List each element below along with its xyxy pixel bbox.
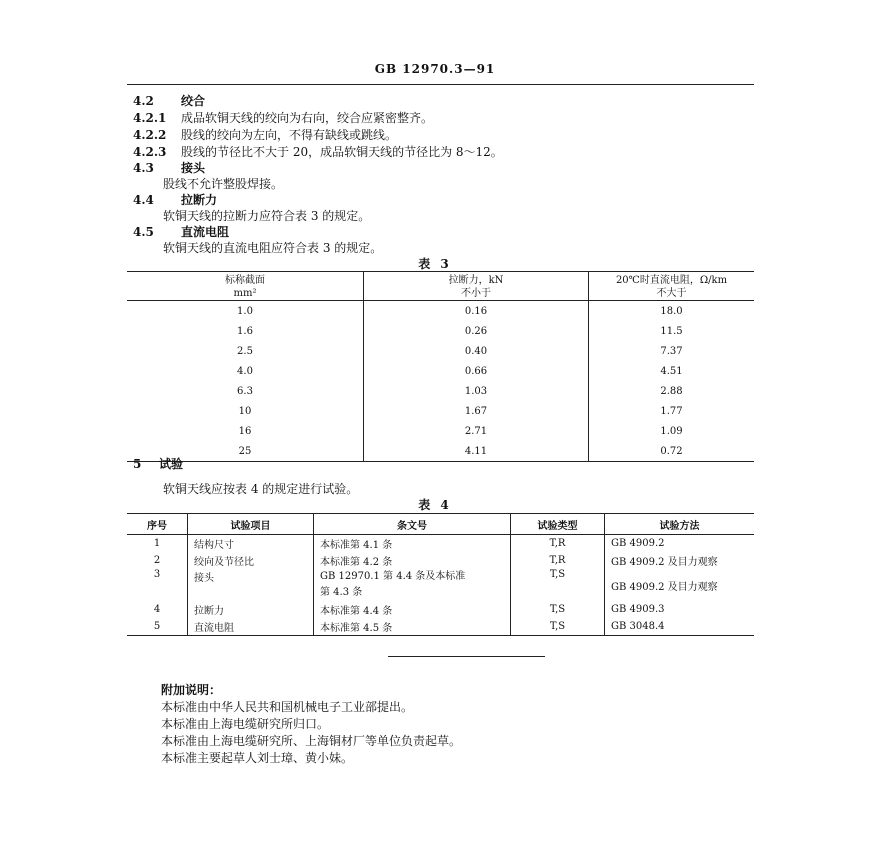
table3-header-unit: 不小于: [364, 287, 589, 301]
section-number: 4.2.2: [133, 128, 167, 142]
table-cell: 1.09: [589, 421, 755, 441]
table-cell: 18.0: [589, 301, 755, 322]
clause-line: GB 12970.1 第 4.4 条及本标准: [320, 571, 466, 582]
table-cell: 1.0: [237, 305, 253, 317]
table4-caption: 表 4: [418, 498, 452, 512]
section-line: [163, 240, 382, 256]
section-line: [133, 160, 205, 176]
table-cell: 结构尺寸: [188, 535, 314, 553]
section-text: 股线的节径比不大于 20，成品软铜天线的节径比为 8～12。: [181, 145, 503, 159]
table-cell: 1.67: [364, 401, 589, 421]
table-row: [127, 441, 754, 462]
table-cell: 0.66: [364, 361, 589, 381]
section-number: 4.2.3: [133, 145, 167, 159]
table-3: [127, 271, 754, 462]
section-text: 绞合: [181, 94, 206, 108]
section-number: 4.4: [133, 193, 154, 207]
table4-header: 试验类型: [511, 514, 605, 535]
document-header: GB 12970.3—91: [374, 62, 496, 76]
table-cell: GB 4909.2 及目力观察: [605, 552, 755, 569]
table3-header-unit: mm²: [127, 287, 364, 301]
section-line: [133, 110, 433, 126]
table-cell: T,S: [511, 601, 605, 618]
table-cell: 0.16: [364, 301, 589, 322]
table-cell: 绞向及节径比: [188, 552, 314, 569]
table-cell: 0.40: [364, 341, 589, 361]
table-cell: 6.3: [237, 385, 253, 397]
table3-header-unit: 不大于: [589, 287, 755, 301]
section-line: [163, 176, 283, 192]
table3-header: 20℃时直流电阻，Ω/km: [589, 272, 755, 288]
section-line: [163, 208, 370, 224]
notes-line: 本标准由上海电缆研究所、上海铜材厂等单位负责起草。: [161, 734, 462, 748]
table-cell: 3: [153, 569, 161, 580]
table4-header: 试验方法: [605, 514, 755, 535]
table-cell: T,R: [511, 552, 605, 569]
table-cell: 5: [153, 621, 161, 632]
table-cell: 10: [238, 405, 252, 417]
table-cell: 2.88: [589, 381, 755, 401]
table-cell: 本标准第 4.4 条: [314, 601, 511, 618]
table-cell: T,R: [511, 535, 605, 553]
section-divider: [388, 656, 545, 657]
table-row: [127, 552, 754, 569]
table-cell: 直流电阻: [188, 618, 314, 636]
table-cell: GB 3048.4: [605, 618, 755, 636]
notes-line: 本标准主要起草人刘士璋、黄小妹。: [161, 751, 354, 765]
section-text: 拉断力: [181, 193, 218, 207]
table-cell: 0.26: [364, 321, 589, 341]
table-cell: 25: [238, 445, 252, 457]
table-row: [127, 321, 754, 341]
table-cell: 4.51: [589, 361, 755, 381]
table-cell: 1: [153, 538, 161, 549]
section-title: 试验: [159, 457, 184, 471]
notes-line: 本标准由上海电缆研究所归口。: [161, 717, 330, 731]
table-cell: 4.0: [237, 365, 253, 377]
table-cell: GB 4909.3: [605, 601, 755, 618]
table-cell: 本标准第 4.5 条: [314, 618, 511, 636]
section-line: [133, 93, 205, 109]
table3-header: 拉断力，kN: [364, 272, 589, 288]
table-row: [127, 381, 754, 401]
table-cell: GB 4909.2 及目力观察: [605, 569, 755, 601]
table3-caption: 表 3: [418, 257, 452, 271]
table-cell: 2.71: [364, 421, 589, 441]
table3-header: 标称截面: [225, 275, 265, 286]
section-text: 股线的绞向为左向，不得有缺线或跳线。: [181, 128, 398, 142]
section-number: 4.5: [133, 225, 154, 239]
table-cell: 1.6: [237, 325, 253, 337]
table-row: [127, 301, 754, 322]
table4-header: 序号: [127, 514, 188, 535]
table-cell: 4: [153, 604, 161, 615]
table4-header: 试验项目: [188, 514, 314, 535]
table-cell: 7.37: [589, 341, 755, 361]
table-cell: 1.03: [364, 381, 589, 401]
section-line: [133, 192, 217, 208]
table-row: [127, 421, 754, 441]
table-row: [127, 618, 754, 636]
table-cell: 11.5: [589, 321, 755, 341]
table-row: [127, 535, 754, 553]
table-cell: T,S: [511, 569, 605, 601]
table-cell: 1.77: [589, 401, 755, 421]
notes-title: 附加说明：: [161, 683, 222, 697]
table-cell: GB 4909.2: [605, 535, 755, 553]
table-4: [127, 513, 754, 636]
table-row: [127, 341, 754, 361]
table-cell: 接头: [188, 569, 314, 601]
table-cell: 2.5: [237, 345, 253, 357]
section-text: 成品软铜天线的绞向为右向，绞合应紧密整齐。: [181, 111, 434, 125]
table-cell: 0.72: [589, 441, 755, 462]
section-line: [133, 127, 397, 143]
table-cell: 本标准第 4.2 条: [314, 552, 511, 569]
table-cell: 16: [238, 425, 252, 437]
section-line: [133, 144, 503, 160]
table-row: [127, 569, 754, 601]
table-cell: 2: [153, 555, 161, 566]
clause-line: 第 4.3 条: [320, 587, 363, 598]
table-cell: 4.11: [364, 441, 589, 462]
section-text: 接头: [181, 161, 206, 175]
section-text: 直流电阻: [181, 225, 230, 239]
section-text: 软铜天线的拉断力应符合表 3 的规定。: [163, 209, 371, 223]
section-number: 4.3: [133, 161, 154, 175]
header-divider: [127, 84, 754, 85]
table-cell: 本标准第 4.1 条: [314, 535, 511, 553]
section5-heading: [133, 456, 183, 472]
table-cell: 拉断力: [188, 601, 314, 618]
table-cell: T,S: [511, 618, 605, 636]
table-row: [127, 401, 754, 421]
notes-line: 本标准由中华人民共和国机械电子工业部提出。: [161, 700, 414, 714]
section-number: 4.2: [133, 94, 154, 108]
section5-text: 软铜天线应按表 4 的规定进行试验。: [163, 482, 359, 496]
table-row: [127, 601, 754, 618]
table-cell: [314, 569, 511, 601]
section-line: [133, 224, 229, 240]
section-text: 股线不允许整股焊接。: [163, 177, 284, 191]
table4-header: 条文号: [314, 514, 511, 535]
section-number: 5: [133, 457, 142, 471]
section-number: 4.2.1: [133, 111, 167, 125]
table-row: [127, 361, 754, 381]
section-text: 软铜天线的直流电阻应符合表 3 的规定。: [163, 241, 383, 255]
